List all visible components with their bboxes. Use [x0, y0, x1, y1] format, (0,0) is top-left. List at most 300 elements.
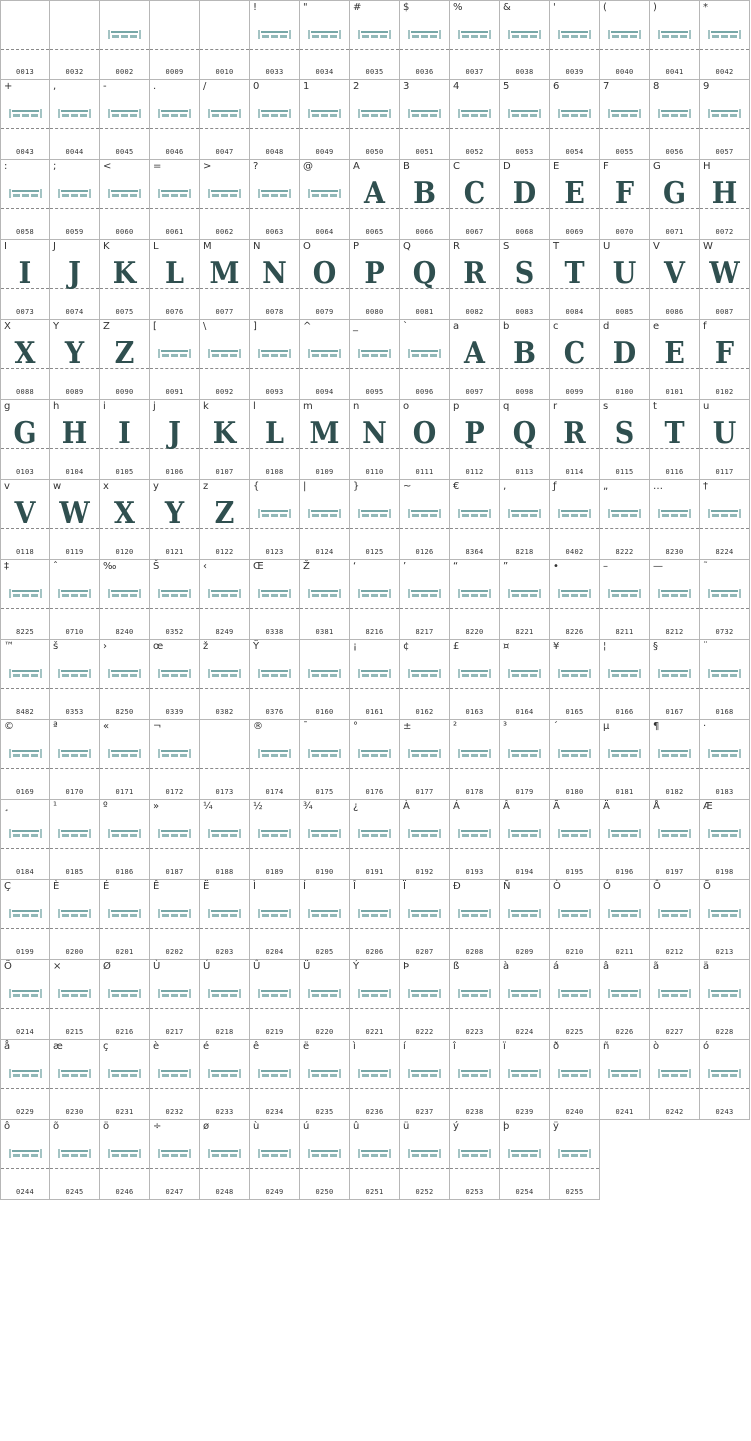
baseline-guide: [250, 688, 299, 689]
baseline-guide: [700, 768, 749, 769]
baseline-guide: [650, 688, 699, 689]
character-code: 0043: [15, 148, 35, 156]
character-label: Ÿ: [253, 641, 260, 652]
missing-glyph-icon: [708, 29, 741, 40]
glyph-cell: [250, 480, 300, 560]
glyph-cell: [250, 0, 300, 80]
character-code: 0161: [365, 708, 384, 716]
missing-glyph-icon: [458, 988, 491, 999]
character-label: ö: [103, 1121, 110, 1132]
missing-glyph-icon: [208, 908, 241, 919]
font-glyph: Q: [512, 416, 537, 451]
character-label: Ž: [303, 561, 310, 572]
missing-glyph-icon: [158, 588, 191, 599]
character-label: ¬: [153, 721, 162, 732]
glyph-cell: [650, 960, 700, 1040]
character-label: ¤: [503, 641, 510, 652]
character-label: P: [353, 241, 360, 252]
character-label: (: [603, 2, 607, 13]
missing-glyph-icon: [108, 748, 141, 759]
character-label: /: [203, 81, 207, 92]
character-label: <: [103, 161, 112, 172]
baseline-guide: [600, 128, 649, 129]
glyph-cell: [450, 320, 500, 400]
character-label: ¨: [703, 641, 708, 652]
glyph-cell: [0, 960, 50, 1040]
baseline-guide: [500, 928, 549, 929]
font-glyph: F: [614, 176, 635, 211]
missing-glyph-icon: [458, 1068, 491, 1079]
character-code: 0222: [415, 1028, 434, 1036]
glyph-cell: [500, 1120, 550, 1200]
glyph-cell: [50, 400, 100, 480]
character-code: 0174: [265, 788, 284, 796]
baseline-guide: [100, 848, 149, 849]
character-code: 0213: [715, 948, 734, 956]
baseline-guide: [600, 49, 649, 50]
glyph-cell: [600, 80, 650, 160]
character-code: 0062: [215, 228, 234, 236]
character-code: 0074: [65, 308, 84, 316]
character-code: 0118: [15, 548, 35, 556]
character-label: š: [53, 641, 59, 652]
glyph-cell: [450, 960, 500, 1040]
baseline-guide: [400, 1088, 449, 1089]
character-label: I: [4, 241, 7, 252]
character-label: 8: [653, 81, 660, 92]
glyph-cell: [200, 800, 250, 880]
character-label: É: [103, 881, 110, 892]
glyph-cell: [400, 560, 450, 640]
baseline-guide: [700, 528, 749, 529]
character-code: 0219: [265, 1028, 284, 1036]
character-label: ÷: [153, 1121, 162, 1132]
glyph-cell: [550, 1120, 600, 1200]
missing-glyph-icon: [58, 1068, 91, 1079]
character-code: 0252: [415, 1188, 434, 1196]
character-label: `: [403, 321, 408, 332]
glyph-cell: [0, 400, 50, 480]
glyph-cell: [350, 80, 400, 160]
glyph-cell: [400, 0, 450, 80]
font-glyph: Y: [164, 496, 185, 531]
glyph-cell: [600, 480, 650, 560]
font-glyph: V: [664, 256, 685, 291]
glyph-cell: [350, 640, 400, 720]
missing-glyph-icon: [158, 908, 191, 919]
missing-glyph-icon: [508, 1068, 541, 1079]
glyph-cell: [150, 960, 200, 1040]
glyph-cell: [500, 880, 550, 960]
baseline-guide: [50, 688, 99, 689]
character-label: 2: [353, 81, 360, 92]
missing-glyph-icon: [608, 29, 641, 40]
glyph-cell: [600, 880, 650, 960]
missing-glyph-icon: [708, 828, 741, 839]
character-code: 0117: [715, 468, 734, 476]
baseline-guide: [550, 768, 599, 769]
baseline-guide: [300, 928, 349, 929]
character-code: 8230: [665, 548, 684, 556]
font-glyph: A: [464, 336, 485, 371]
character-code: 0061: [165, 228, 184, 236]
font-glyph: I: [18, 256, 32, 291]
character-label: :: [4, 161, 8, 172]
character-code: 0057: [715, 148, 734, 156]
character-code: 0167: [665, 708, 684, 716]
font-glyph: L: [265, 416, 284, 451]
character-label: Ï: [403, 881, 406, 892]
baseline-guide: [450, 688, 499, 689]
character-label: R: [453, 241, 460, 252]
glyph-cell: [0, 800, 50, 880]
missing-glyph-icon: [358, 588, 391, 599]
character-label: à: [503, 961, 510, 972]
baseline-guide: [350, 128, 399, 129]
baseline-guide: [350, 608, 399, 609]
font-glyph: H: [61, 416, 88, 451]
character-label: Ä: [603, 801, 610, 812]
glyph-cell: [550, 640, 600, 720]
character-code: 0078: [265, 308, 284, 316]
missing-glyph-icon: [258, 1068, 291, 1079]
character-label: À: [403, 801, 410, 812]
character-label: =: [153, 161, 162, 172]
missing-glyph-icon: [358, 508, 391, 519]
glyph-cell: [50, 240, 100, 320]
glyph-cell: [50, 160, 100, 240]
glyph-cell: [0, 720, 50, 800]
baseline-guide: [550, 1168, 599, 1169]
character-code: 0040: [615, 68, 634, 76]
character-label: 0: [253, 81, 260, 92]
character-code: 0100: [615, 388, 634, 396]
character-label: N: [253, 241, 261, 252]
font-glyph: T: [664, 416, 685, 451]
glyph-cell: [600, 240, 650, 320]
font-glyph: S: [614, 416, 635, 451]
character-code: 0103: [15, 468, 35, 476]
missing-glyph-icon: [358, 828, 391, 839]
character-label: \: [203, 321, 207, 332]
character-code: 0121: [165, 548, 184, 556]
character-label: Ù: [153, 961, 161, 972]
baseline-guide: [300, 688, 349, 689]
missing-glyph-icon: [9, 1068, 42, 1079]
missing-glyph-icon: [608, 508, 641, 519]
character-label: Å: [653, 801, 660, 812]
glyph-cell: [350, 320, 400, 400]
character-code: 0010: [215, 68, 234, 76]
baseline-guide: [500, 1008, 549, 1009]
character-code: 0223: [465, 1028, 484, 1036]
character-code: 0105: [115, 468, 134, 476]
glyph-cell: [650, 1040, 700, 1120]
missing-glyph-icon: [158, 348, 191, 359]
missing-glyph-icon: [9, 828, 42, 839]
character-code: 0119: [65, 548, 84, 556]
missing-glyph-icon: [608, 908, 641, 919]
character-code: 0192: [415, 868, 434, 876]
missing-glyph-icon: [508, 828, 541, 839]
missing-glyph-icon: [258, 1148, 291, 1159]
missing-glyph-icon: [708, 668, 741, 679]
missing-glyph-icon: [9, 748, 42, 759]
baseline-guide: [250, 368, 299, 369]
baseline-guide: [200, 368, 249, 369]
character-label: Æ: [703, 801, 713, 812]
missing-glyph-icon: [708, 908, 741, 919]
missing-glyph-icon: [58, 188, 91, 199]
font-glyph: K: [212, 416, 237, 451]
baseline-guide: [250, 848, 299, 849]
character-code: 0185: [65, 868, 84, 876]
baseline-guide: [450, 1168, 499, 1169]
glyph-cell: [350, 800, 400, 880]
character-label: Û: [253, 961, 261, 972]
glyph-cell: [450, 560, 500, 640]
character-code: 0052: [465, 148, 484, 156]
character-code: 0162: [415, 708, 434, 716]
glyph-cell: [600, 960, 650, 1040]
glyph-cell: [400, 320, 450, 400]
missing-glyph-icon: [108, 588, 141, 599]
character-code: 0099: [565, 388, 584, 396]
character-code: 0111: [415, 468, 434, 476]
character-label: ›: [103, 641, 107, 652]
glyph-cell: [150, 320, 200, 400]
glyph-cell: [550, 80, 600, 160]
character-label: …: [653, 481, 663, 492]
character-code: 0227: [665, 1028, 684, 1036]
character-code: 0165: [565, 708, 584, 716]
character-code: 0068: [515, 228, 534, 236]
glyph-cell: [250, 640, 300, 720]
character-label: l: [253, 401, 256, 412]
baseline-guide: [100, 49, 149, 50]
baseline-guide: [650, 528, 699, 529]
character-label: ê: [253, 1041, 260, 1052]
missing-glyph-icon: [9, 908, 42, 919]
missing-glyph-icon: [458, 748, 491, 759]
font-glyph: B: [413, 176, 436, 211]
baseline-guide: [700, 128, 749, 129]
character-label: U: [603, 241, 611, 252]
missing-glyph-icon: [9, 188, 42, 199]
character-code: 8364: [465, 548, 484, 556]
character-label: e: [653, 321, 660, 332]
character-label: j: [153, 401, 156, 412]
glyph-cell: [100, 800, 150, 880]
character-label: !: [253, 2, 258, 13]
character-label: È: [53, 881, 60, 892]
character-label: §: [653, 641, 658, 652]
baseline-guide: [400, 49, 449, 50]
glyph-cell: [600, 0, 650, 80]
character-label: o: [403, 401, 410, 412]
baseline-guide: [450, 1008, 499, 1009]
glyph-cell: [200, 240, 250, 320]
baseline-guide: [150, 208, 199, 209]
character-code: 0247: [165, 1188, 184, 1196]
character-code: 0114: [565, 468, 584, 476]
missing-glyph-icon: [408, 588, 441, 599]
glyph-cell: [100, 720, 150, 800]
character-label: »: [153, 801, 160, 812]
baseline-guide: [50, 49, 99, 50]
glyph-cell: [250, 400, 300, 480]
character-code: 0051: [415, 148, 434, 156]
glyph-cell: [400, 480, 450, 560]
glyph-cell: [0, 560, 50, 640]
baseline-guide: [550, 1008, 599, 1009]
baseline-guide: [350, 1088, 399, 1089]
character-label: r: [553, 401, 558, 412]
baseline-guide: [600, 1008, 649, 1009]
font-glyph: Z: [114, 336, 135, 371]
missing-glyph-icon: [108, 108, 141, 119]
glyph-cell: [600, 720, 650, 800]
character-label: í: [403, 1041, 406, 1052]
glyph-cell: [200, 80, 250, 160]
character-label: Y: [53, 321, 60, 332]
character-code: 8218: [515, 548, 534, 556]
character-label: q: [503, 401, 510, 412]
character-code: 0095: [365, 388, 384, 396]
character-code: 0122: [215, 548, 234, 556]
character-label: Â: [503, 801, 510, 812]
glyph-cell: [250, 880, 300, 960]
missing-glyph-icon: [158, 668, 191, 679]
missing-glyph-icon: [58, 588, 91, 599]
character-code: 0056: [665, 148, 684, 156]
missing-glyph-icon: [658, 828, 691, 839]
character-code: 0044: [65, 148, 84, 156]
baseline-guide: [400, 1008, 449, 1009]
character-label: Ê: [153, 881, 160, 892]
character-label: B: [403, 161, 410, 172]
character-code: 0067: [465, 228, 484, 236]
baseline-guide: [100, 128, 149, 129]
character-code: 0053: [515, 148, 534, 156]
baseline-guide: [450, 1088, 499, 1089]
character-label: „: [603, 481, 609, 492]
font-glyph: P: [364, 256, 385, 291]
character-code: 0036: [415, 68, 434, 76]
glyph-cell: [400, 400, 450, 480]
font-glyph: E: [564, 176, 585, 211]
baseline-guide: [400, 1168, 449, 1169]
baseline-guide: [600, 608, 649, 609]
glyph-cell: [200, 720, 250, 800]
glyph-cell: [0, 1040, 50, 1120]
baseline-guide: [350, 368, 399, 369]
missing-glyph-icon: [158, 108, 191, 119]
character-label: è: [153, 1041, 160, 1052]
glyph-cell: [100, 240, 150, 320]
character-code: 0047: [215, 148, 234, 156]
character-code: 0168: [715, 708, 734, 716]
baseline-guide: [700, 928, 749, 929]
glyph-cell: [500, 800, 550, 880]
character-label: £: [453, 641, 460, 652]
baseline-guide: [600, 528, 649, 529]
character-label: J: [53, 241, 56, 252]
glyph-cell: [500, 960, 550, 1040]
font-glyph: D: [612, 336, 637, 371]
baseline-guide: [300, 368, 349, 369]
missing-glyph-icon: [208, 348, 241, 359]
baseline-guide: [100, 928, 149, 929]
baseline-guide: [100, 688, 149, 689]
baseline-guide: [400, 768, 449, 769]
glyph-cell: [250, 320, 300, 400]
character-label: *: [703, 2, 708, 13]
character-label: E: [553, 161, 560, 172]
missing-glyph-icon: [508, 748, 541, 759]
character-label: °: [353, 721, 358, 732]
character-code: 0048: [265, 148, 284, 156]
character-code: 0096: [415, 388, 434, 396]
character-code: 0208: [465, 948, 484, 956]
baseline-guide: [1, 928, 49, 929]
character-label: .: [153, 81, 157, 92]
glyph-cell: [350, 880, 400, 960]
character-label: ‡: [4, 561, 9, 572]
baseline-guide: [650, 49, 699, 50]
character-code: 0063: [265, 228, 284, 236]
baseline-guide: [200, 208, 249, 209]
glyph-cell: [650, 720, 700, 800]
character-label: —: [653, 561, 663, 572]
character-code: 0080: [365, 308, 384, 316]
missing-glyph-icon: [258, 108, 291, 119]
character-label: F: [603, 161, 609, 172]
character-code: 0199: [15, 948, 35, 956]
missing-glyph-icon: [658, 748, 691, 759]
character-label: ±: [403, 721, 412, 732]
glyph-cell: [200, 880, 250, 960]
baseline-guide: [150, 1088, 199, 1089]
font-glyph: O: [312, 256, 337, 291]
baseline-guide: [700, 1088, 749, 1089]
character-label: &: [503, 2, 511, 13]
character-label: ÿ: [553, 1121, 559, 1132]
glyph-cell: [450, 1120, 500, 1200]
character-label: >: [203, 161, 212, 172]
missing-glyph-icon: [158, 828, 191, 839]
baseline-guide: [600, 688, 649, 689]
character-code: 0124: [315, 548, 334, 556]
character-code: 0184: [15, 868, 35, 876]
missing-glyph-icon: [458, 908, 491, 919]
glyph-cell: [700, 240, 750, 320]
character-code: 0041: [665, 68, 684, 76]
missing-glyph-icon: [658, 508, 691, 519]
character-code: 0198: [715, 868, 734, 876]
character-code: 0194: [515, 868, 534, 876]
character-label: C: [453, 161, 460, 172]
glyph-cell: [350, 960, 400, 1040]
character-label: c: [553, 321, 559, 332]
font-glyph: U: [712, 416, 737, 451]
character-label: †: [703, 481, 708, 492]
character-label: K: [103, 241, 110, 252]
baseline-guide: [350, 688, 399, 689]
character-code: 0225: [565, 1028, 584, 1036]
baseline-guide: [350, 768, 399, 769]
character-code: 8217: [415, 628, 434, 636]
